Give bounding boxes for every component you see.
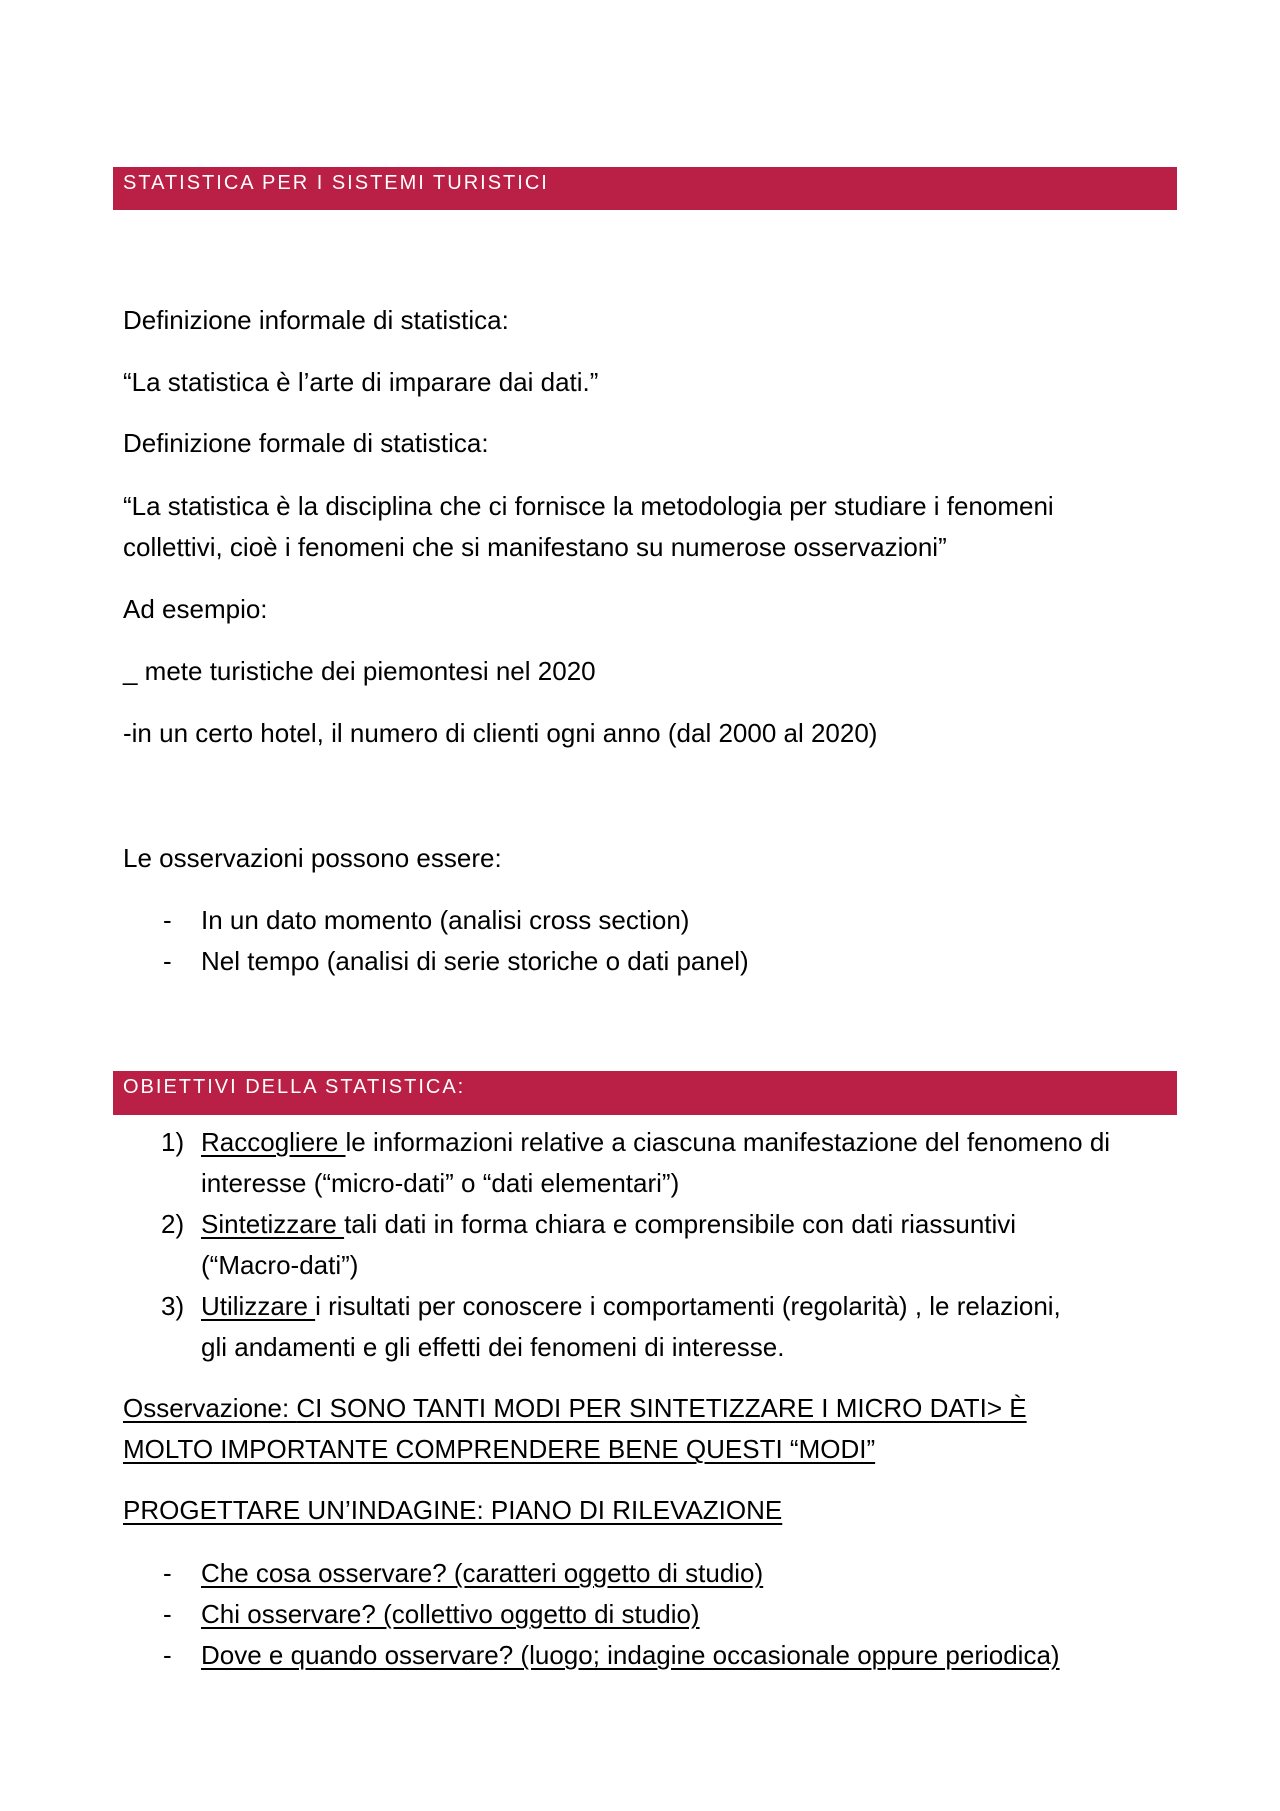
example-item: _ mete turistiche dei piemontesi nel 2020 [123, 656, 596, 686]
observation-item: In un dato momento (analisi cross section) [201, 905, 690, 935]
list-bullet: - [163, 905, 172, 935]
objective-text: i risultati per conoscere i comportamenti (regolarità) , le relazioni, [315, 1291, 1061, 1321]
observation-item: Nel tempo (analisi di serie storiche o dati panel) [201, 946, 749, 976]
banner-title: STATISTICA PER I SISTEMI TURISTICI [123, 172, 549, 194]
objective-keyword: Utilizzare [201, 1291, 316, 1321]
observation-text: CI SONO TANTI MODI PER SINTETIZZARE I MICRO DATI> È [296, 1393, 1027, 1423]
list-bullet: - [163, 946, 172, 976]
section-banner-statistica [113, 167, 1177, 210]
example-heading: Ad esempio: [123, 594, 268, 624]
banner-title: OBIETTIVI DELLA STATISTICA: [123, 1076, 466, 1098]
survey-heading: PROGETTARE UN’INDAGINE: PIANO DI RILEVAZIONE [123, 1495, 783, 1525]
objective-number: 1) [161, 1127, 185, 1157]
objective-text-continued: (“Macro-dati”) [201, 1250, 359, 1280]
objective-number: 2) [161, 1209, 185, 1239]
objective-text: tali dati in forma chiara e comprensibile con dati riassuntivi [344, 1209, 1017, 1239]
observation-label: Osservazione: [123, 1393, 297, 1423]
objective-item [201, 1286, 1181, 1327]
list-bullet: - [163, 1599, 172, 1629]
survey-item: Dove e quando osservare? (luogo; indagine occasionale oppure periodica) [201, 1640, 1060, 1670]
formal-definition-quote-line1: “La statistica è la disciplina che ci fornisce la metodologia per studiare i fenomeni [123, 491, 1054, 521]
objective-keyword: Sintetizzare [201, 1209, 345, 1239]
objective-text: le informazioni relative a ciascuna manifestazione del fenomeno di [345, 1127, 1111, 1157]
list-bullet: - [163, 1640, 172, 1670]
objective-item [201, 1204, 1181, 1245]
objective-item [201, 1122, 1181, 1163]
informal-definition-heading: Definizione informale di statistica: [123, 305, 509, 335]
formal-definition-heading: Definizione formale di statistica: [123, 428, 489, 458]
example-item: -in un certo hotel, il numero di clienti ogni anno (dal 2000 al 2020) [123, 718, 878, 748]
list-bullet: - [163, 1558, 172, 1588]
formal-definition-quote-line2: collettivi, cioè i fenomeni che si manifestano su numerose osservazioni” [123, 532, 947, 562]
observation-note-line2: MOLTO IMPORTANTE COMPRENDERE BENE QUESTI “MODI” [123, 1434, 876, 1464]
survey-item: Che cosa osservare? (caratteri oggetto di studio) [201, 1558, 764, 1588]
objective-number: 3) [161, 1291, 185, 1321]
observations-heading: Le osservazioni possono essere: [123, 843, 502, 873]
objective-text-continued: gli andamenti e gli effetti dei fenomeni di interesse. [201, 1332, 785, 1362]
informal-definition-quote: “La statistica è l’arte di imparare dai dati.” [123, 367, 599, 397]
observation-note-line1 [123, 1388, 1027, 1429]
objective-keyword: Raccogliere [201, 1127, 346, 1157]
survey-item: Chi osservare? (collettivo oggetto di studio) [201, 1599, 700, 1629]
objective-text-continued: interesse (“micro-dati” o “dati elementari”) [201, 1168, 680, 1198]
section-banner-obiettivi [113, 1071, 1177, 1115]
